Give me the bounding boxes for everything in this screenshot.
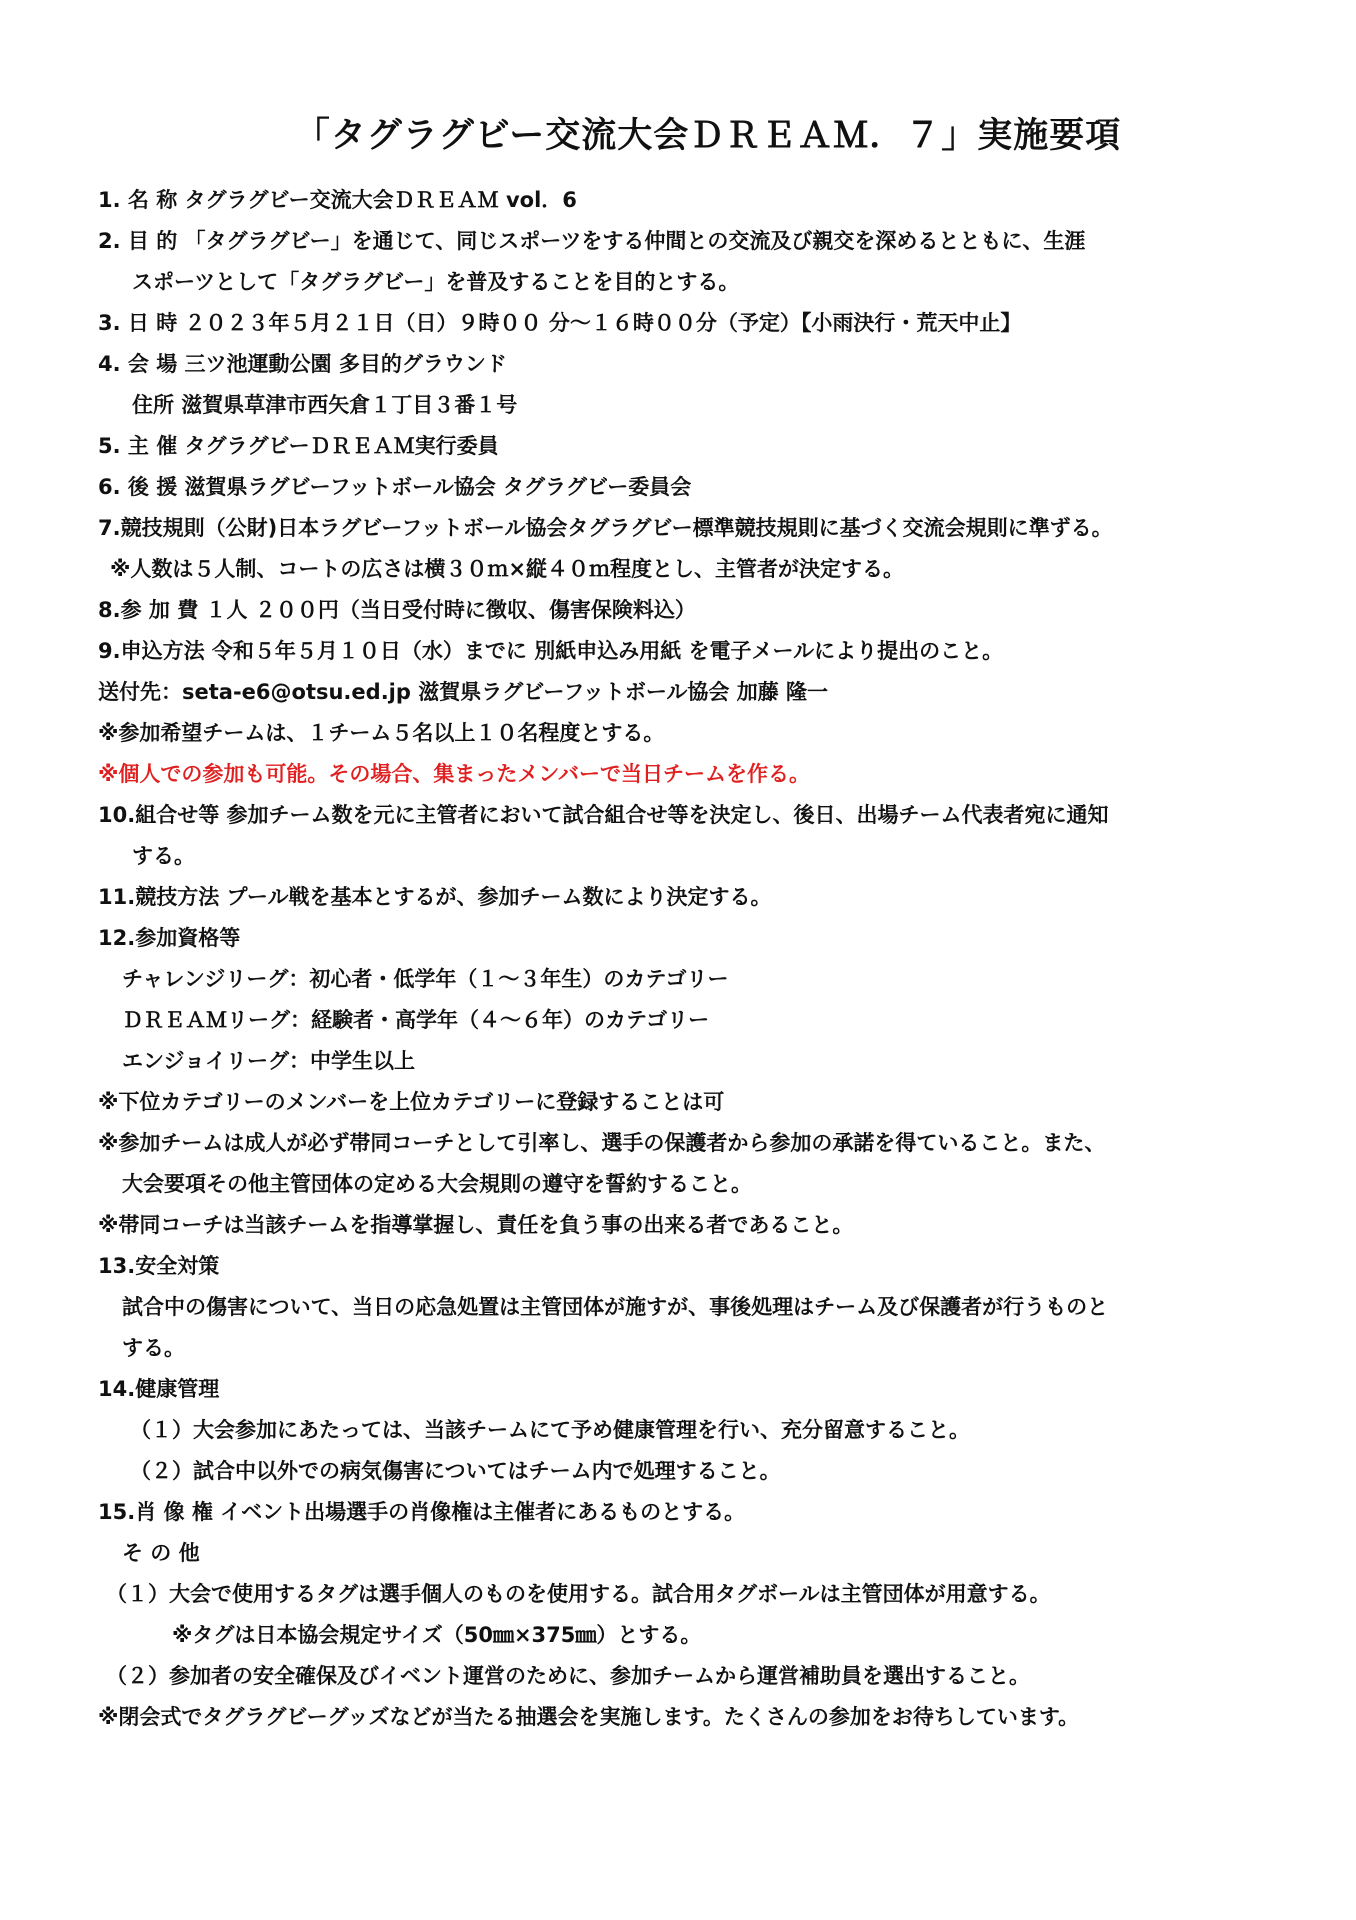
health-point-2: （２）試合中以外での病気傷害についてはチーム内で処理すること。 [130,1459,781,1483]
eligibility-challenge-league: チャレンジリーグ：初心者・低学年（１～３年生）のカテゴリー [122,967,729,991]
eligibility-dream-league: ＤＲＥＡＭリーグ：経験者・高学年（４～６年）のカテゴリー [122,1008,710,1032]
document-title: 「タグラグビー交流大会ＤＲＥＡＭ．７」実施要項 [294,116,1122,156]
safety-text: 試合中の傷害について、当日の応急処置は主管団体が施すが、事後処理はチーム及び保護者が行うものと [122,1295,1109,1319]
item-9-application: 9.申込方法 令和５年５月１０日（水）までに 別紙申込み用紙 を電子メールにより提出のこと。 [98,639,1004,663]
item-2-purpose: 2. 目 的 「タグラグビー」を通じて、同じスポーツをする仲間との交流及び親交を深めるとともに、生涯 [98,229,1086,253]
eligibility-note-category: ※下位カテゴリーのメンバーを上位カテゴリーに登録することは可 [98,1090,725,1114]
item-2-purpose-cont: スポーツとして「タグラグビー」を普及することを目的とする。 [132,270,740,294]
item-14-health: 14.健康管理 [98,1377,220,1401]
item-3-datetime: 3. 日 時 ２０２３年５月２１日（日）９時００ 分～１６時００分（予定）【小雨決行・荒天中止】 [98,311,1022,335]
eligibility-note-coach-cont: 大会要項その他主管団体の定める大会規則の遵守を誓約すること。 [122,1172,752,1196]
item-7-note: ※人数は５人制、コートの広さは横３０ｍ×縦４０ｍ程度とし、主管者が決定する。 [110,557,905,581]
item-10-matchups-cont: する。 [132,844,195,868]
eligibility-note-coach: ※参加チームは成人が必ず帯同コーチとして引率し、選手の保護者から参加の承諾を得ていること。また、 [98,1131,1106,1155]
item-1-name: 1. 名 称 タグラグビー交流大会ＤＲＥＡＭ vol．6 [98,188,577,212]
other-point-1: （１）大会で使用するタグは選手個人のものを使用する。試合用タグボールは主管団体が用意する。 [106,1582,1051,1606]
item-9-individual-note: ※個人での参加も可能。その場合、集まったメンバーで当日チームを作る。 [98,762,810,786]
item-5-organizer: 5. 主 催 タグラグビーＤＲＥＡＭ実行委員 [98,434,499,458]
item-9-team-size-note: ※参加希望チームは、１チーム５名以上１０名程度とする。 [98,721,665,745]
item-15-portrait-rights: 15.肖 像 権 イベント出場選手の肖像権は主催者にあるものとする。 [98,1500,746,1524]
eligibility-enjoy-league: エンジョイリーグ：中学生以上 [122,1049,416,1073]
item-4-address: 住所 滋賀県草津市西矢倉１丁目３番１号 [132,393,518,417]
item-12-eligibility: 12.参加資格等 [98,926,241,950]
item-8-fee: 8.参 加 費 １人 ２００円（当日受付時に徴収、傷害保険料込） [98,598,696,622]
item-4-venue: 4. 会 場 三ツ池運動公園 多目的グラウンド [98,352,507,376]
item-6-support: 6. 後 援 滋賀県ラグビーフットボール協会 タグラグビー委員会 [98,475,692,499]
item-9-send-to: 送付先：seta-e6@otsu.ed.jp 滋賀県ラグビーフットボール協会 加藤 隆一 [98,680,829,704]
other-point-1-note: ※タグは日本協会規定サイズ（50㎜×375㎜）とする。 [172,1623,702,1647]
item-11-format: 11.競技方法 プール戦を基本とするが、参加チーム数により決定する。 [98,885,772,909]
closing-note: ※閉会式でタグラグビーグッズなどが当たる抽選会を実施します。たくさんの参加をお待ちしています。 [98,1705,1080,1729]
other-heading: そ の 他 [122,1541,200,1565]
item-13-safety: 13.安全対策 [98,1254,220,1278]
item-7-rules: 7.競技規則（公財)日本ラグビーフットボール協会タグラグビー標準競技規則に基づく交流会規則に準ずる。 [98,516,1113,540]
other-point-2: （２）参加者の安全確保及びイベント運営のために、参加チームから運営補助員を選出すること。 [106,1664,1030,1688]
item-10-matchups: 10.組合せ等 参加チーム数を元に主管者において試合組合せ等を決定し、後日、出場チーム代表者宛に通知 [98,803,1109,827]
safety-text-cont: する。 [122,1336,185,1360]
health-point-1: （１）大会参加にあたっては、当該チームにて予め健康管理を行い、充分留意すること。 [130,1418,970,1442]
eligibility-note-responsibility: ※帯同コーチは当該チームを指導掌握し、責任を負う事の出来る者であること。 [98,1213,854,1237]
